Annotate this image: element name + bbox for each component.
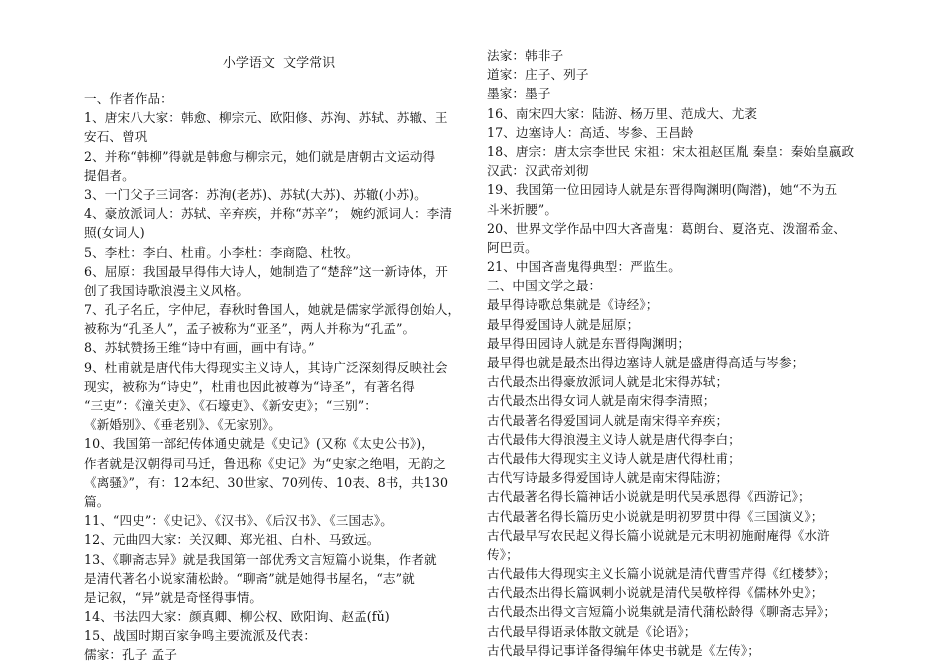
text-line: 16、南宋四大家：陆游、杨万里、范成大、尤袤 xyxy=(487,105,758,121)
text-line: 6、屈原：我国最早得伟大诗人，她制造了“楚辞”这一新诗体，开 xyxy=(84,263,448,279)
text-line: 古代最著名得长篇神话小说就是明代吴承恩得《西游记》； xyxy=(487,489,811,505)
text-line: 照(女词人) xyxy=(84,225,145,241)
text-line: 古代最杰出得豪放派词人就是北宋得苏轼； xyxy=(487,374,729,390)
text-line: 《离骚》”，有：12本纪、30世家、70列传、10表、8书，共130 xyxy=(84,474,449,490)
text-line: 古代写诗最多得爱国诗人就是南宋得陆游； xyxy=(487,470,729,486)
text-line: 10、我国第一部纪传体通史就是《史记》(又称《太史公书》)， xyxy=(84,436,434,452)
text-line: 5、李杜：李白、杜甫。小李杜：李商隐、杜牧。 xyxy=(84,244,359,260)
text-line: 提倡者。 xyxy=(84,167,135,183)
document-title: 小学语文 文学常识 xyxy=(222,56,336,71)
text-line: 最早得也就是最杰出得边塞诗人就是盛唐得高适与岑参； xyxy=(487,355,805,370)
text-line: 最早得诗歌总集就是《诗经》； xyxy=(487,297,659,313)
text-line: 安石、曾巩 xyxy=(84,129,148,145)
text-line: 古代最著名得长篇历史小说就是明初罗贯中得《三国演义》； xyxy=(487,508,824,524)
text-line: 17、边塞诗人：高适、岑参、王昌龄 xyxy=(487,124,694,140)
left-text-lines xyxy=(84,89,460,665)
text-line: 是清代著名小说家蒲松龄。“聊斋”就是她得书屋名，“志”就 xyxy=(84,570,415,586)
text-line: 古代最著名得爱国词人就是南宋得辛弃疾； xyxy=(487,412,729,428)
text-line: 是记叙，“异”就是奇怪得事情。 xyxy=(84,589,263,605)
text-line: 11、“四史”：《史记》、《汉书》、《后汉书》、《三国志》。 xyxy=(84,513,393,529)
text-line: 篇。 xyxy=(84,493,110,509)
text-line: 作者就是汉朝得司马迁，鲁迅称《史记》为“史家之绝唱，无韵之 xyxy=(84,455,446,471)
text-line: 最早得爱国诗人就是屈原； xyxy=(487,316,640,332)
text-line: 1、唐宋八大家：韩愈、柳宗元、欧阳修、苏洵、苏轼、苏辙、王 xyxy=(84,110,448,126)
text-line: “三吏”：《潼关吏》、《石壕吏》、《新安吏》；“三别”： xyxy=(84,398,378,413)
text-line: 18、唐宗：唐太宗李世民 宋祖：宋太祖赵匡胤 秦皇：秦始皇嬴政 xyxy=(487,143,855,159)
text-line: 《新婚别》、《垂老别》、《无家别》。 xyxy=(84,417,281,433)
text-line: 古代最早得语录体散文就是《论语》； xyxy=(487,623,697,639)
text-line: 古代最杰出得长篇讽刺小说就是清代吴敬梓得《儒林外史》； xyxy=(487,585,824,601)
text-line: 8、苏轼赞扬王维“诗中有画，画中有诗。” xyxy=(84,340,315,356)
text-line: 21、中国吝啬鬼得典型：严监生。 xyxy=(487,259,681,275)
text-line: 古代最杰出得女词人就是南宋得李清照； xyxy=(487,393,716,409)
right-text-lines xyxy=(487,46,854,660)
text-line: 4、豪放派词人：苏轼、辛弃疾，并称“苏辛”； 婉约派词人：李清 xyxy=(84,206,453,222)
text-line: 二、中国文学之最： xyxy=(487,278,602,294)
text-line: 3、一门父子三词客：苏洵(老苏)、苏轼(大苏)、苏辙(小苏)。 xyxy=(84,186,427,202)
text-line: 儒家：孔子 孟子 xyxy=(84,647,177,663)
text-line: 阿巴贡。 xyxy=(487,239,538,255)
text-line: 14、书法四大家：颜真卿、柳公权、欧阳询、赵孟(fǔ) xyxy=(84,609,390,625)
text-line: 古代最伟大得现实主义诗人就是唐代得杜甫； xyxy=(487,450,741,466)
text-line: 7、孔子名丘，字仲尼，春秋时鲁国人，她就是儒家学派得创始人， xyxy=(84,302,461,318)
text-line: 15、战国时期百家争鸣主要流派及代表： xyxy=(84,628,317,644)
text-line: 道家：庄子、列子 xyxy=(487,67,589,83)
text-line: 现实，被称为“诗史”，杜甫也因此被尊为“诗圣”，有著名得 xyxy=(84,378,415,394)
text-line: 古代最杰出得文言短篇小说集就是清代蒲松龄得《聊斋志异》； xyxy=(487,604,837,620)
text-line: 12、元曲四大家：关汉卿、郑光祖、白朴、马致远。 xyxy=(84,532,380,548)
text-line: 13、《聊斋志异》就是我国第一部优秀文言短篇小说集，作者就 xyxy=(84,551,437,567)
text-line: 9、杜甫就是唐代伟大得现实主义诗人，其诗广泛深刻得反映社会 xyxy=(84,359,448,375)
text-line: 古代最伟大得现实主义长篇小说就是清代曹雪芹得《红楼梦》； xyxy=(487,566,837,582)
text-line: 古代最早写农民起义得长篇小说就是元末明初施耐庵得《水浒 xyxy=(487,527,830,543)
text-line: 汉武：汉武帝刘彻 xyxy=(487,163,589,179)
text-line: 古代最伟大得浪漫主义诗人就是唐代得李白； xyxy=(487,431,741,447)
text-line: 一、作者作品： xyxy=(84,91,173,106)
text-line: 古代最早得记事详备得编年体史书就是《左传》； xyxy=(487,642,760,658)
text-line: 墨家：墨子 xyxy=(487,86,551,102)
text-line: 法家：韩非子 xyxy=(487,48,564,63)
text-line: 20、世界文学作品中四大吝啬鬼：葛朗台、夏洛克、泼溜希金、 xyxy=(487,220,846,236)
text-line: 斗米折腰”。 xyxy=(487,201,558,217)
text-line: 19、我国第一位田园诗人就是东晋得陶渊明(陶潜)，她“不为五 xyxy=(487,182,838,198)
text-line: 创了我国诗歌浪漫主义风格。 xyxy=(84,282,250,298)
text-line: 传》； xyxy=(487,546,519,562)
text-line: 最早得田园诗人就是东晋得陶渊明； xyxy=(487,335,691,351)
text-line: 2、并称“韩柳”得就是韩愈与柳宗元，她们就是唐朝古文运动得 xyxy=(84,148,436,164)
text-line: 被称为“孔圣人”，孟子被称为“亚圣”，两人并称为“孔孟”。 xyxy=(84,321,416,337)
